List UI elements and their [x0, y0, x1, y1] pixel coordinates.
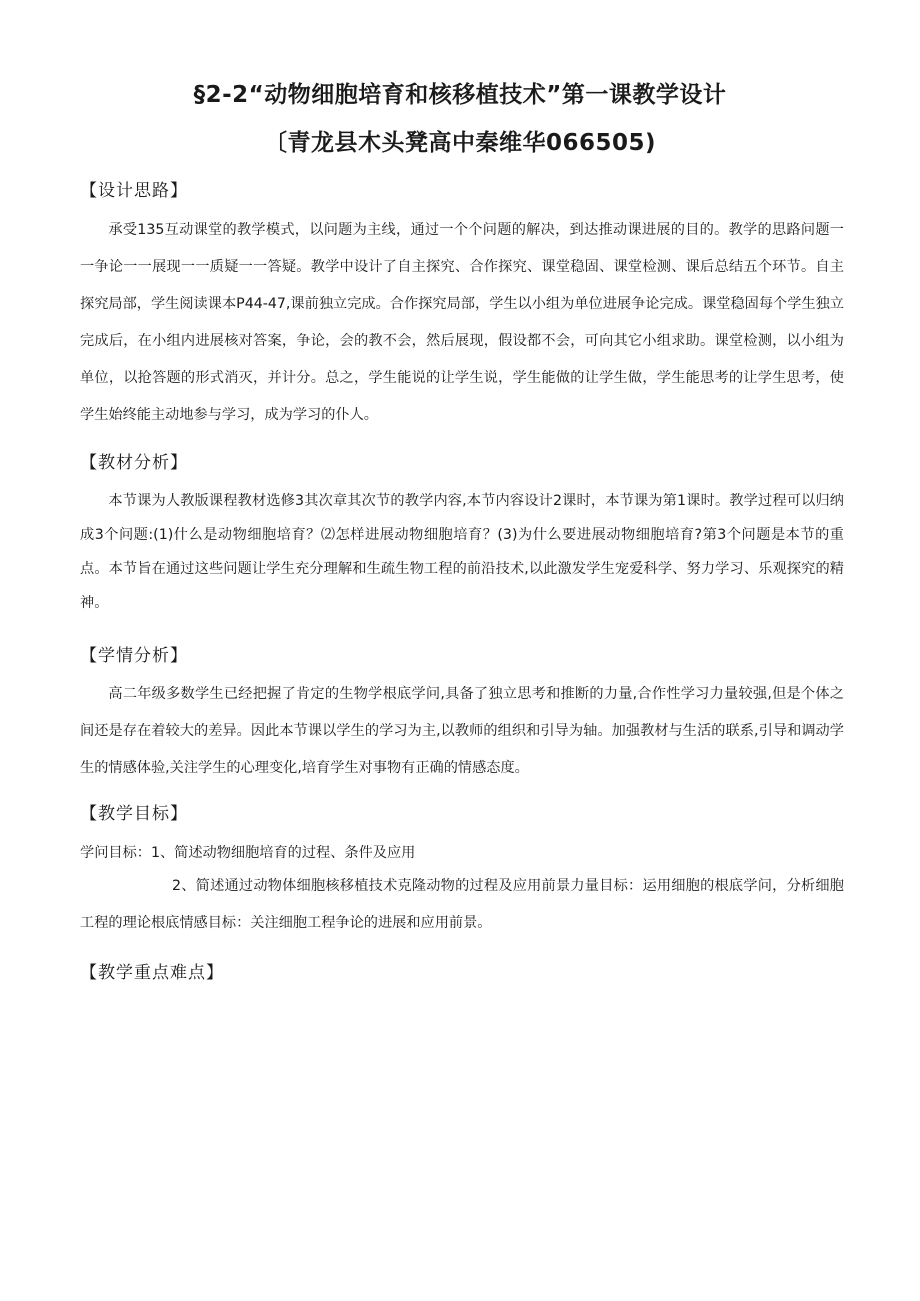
document-subtitle-author: 〔青龙县木头凳高中秦维华066505) [263, 130, 657, 156]
document-title: §2-2“动物细胞培育和核移植技术”第一课教学设计 [193, 82, 727, 108]
knowledge-goal-line: 学问目标：1、简述动物细胞培育的过程、条件及应用 [80, 845, 416, 861]
students-paragraph: 高二年级多数学生已经把握了肯定的生物学根底学问,具备了独立思考和推断的力量,合作性学习力量较强,但是个体之间还是存在着较大的差异。因此本节课以学生的学习为主,以教师的组织和引导为轴。加强教材与生活的联系,引导和调动学生的情感体验,关注学生的心理变化,培育学生对事物有正确的情感态度。 [80, 686, 844, 776]
material-paragraph: 本节课为人教版课程教材选修3其次章其次节的教学内容,本节内容设计2课时，本节课为第1课时。教学过程可以归纳成3个问题:(1)什么是动物细胞培育？⑵怎样进展动物细胞培育？(3)为什么要进展动物细胞培育?第3个问题是本节的重点。本节旨在通过这些问题让学生充分理解和生疏生物工程的前沿技术,以此激发学生宠爱科学、努力学习、乐观探究的精神。 [80, 493, 844, 611]
goals-heading: 【教学目标】 [80, 804, 188, 824]
material-heading: 【教材分析】 [80, 453, 188, 473]
students-heading: 【学情分析】 [80, 646, 188, 666]
keypoints-heading: 【教学重点难点】 [80, 963, 224, 983]
design-heading: 【设计思路】 [80, 181, 188, 201]
design-paragraph: 承受135互动课堂的教学模式，以问题为主线，通过一个个问题的解决，到达推动课进展的目的。教学的思路问题一一争论一一展现一一质疑一一答疑。教学中设计了自主探究、合作探究、课堂稳固、课堂检测、课后总结五个环节。自主探究局部，学生阅读课本P44-47,课前独立完成。合作探究局部，学生以小组为单位进展争论完成。课堂稳固每个学生独立完成后，在小组内进展核对答案，争论，会的教不会，然后展现，假设都不会，可向其它小组求助。课堂检测，以小组为单位，以抢答题的形式消灭，并计分。总之，学生能说的让学生说，学生能做的让学生做，学生能思考的让学生思考，使学生始终能主动地参与学习，成为学习的仆人。 [80, 222, 844, 423]
goals-paragraph: 2、简述通过动物体细胞核移植技术克隆动物的过程及应用前景力量目标：运用细胞的根底学问，分析细胞工程的理论根底情感目标：关注细胞工程争论的进展和应用前景。 [80, 878, 844, 931]
